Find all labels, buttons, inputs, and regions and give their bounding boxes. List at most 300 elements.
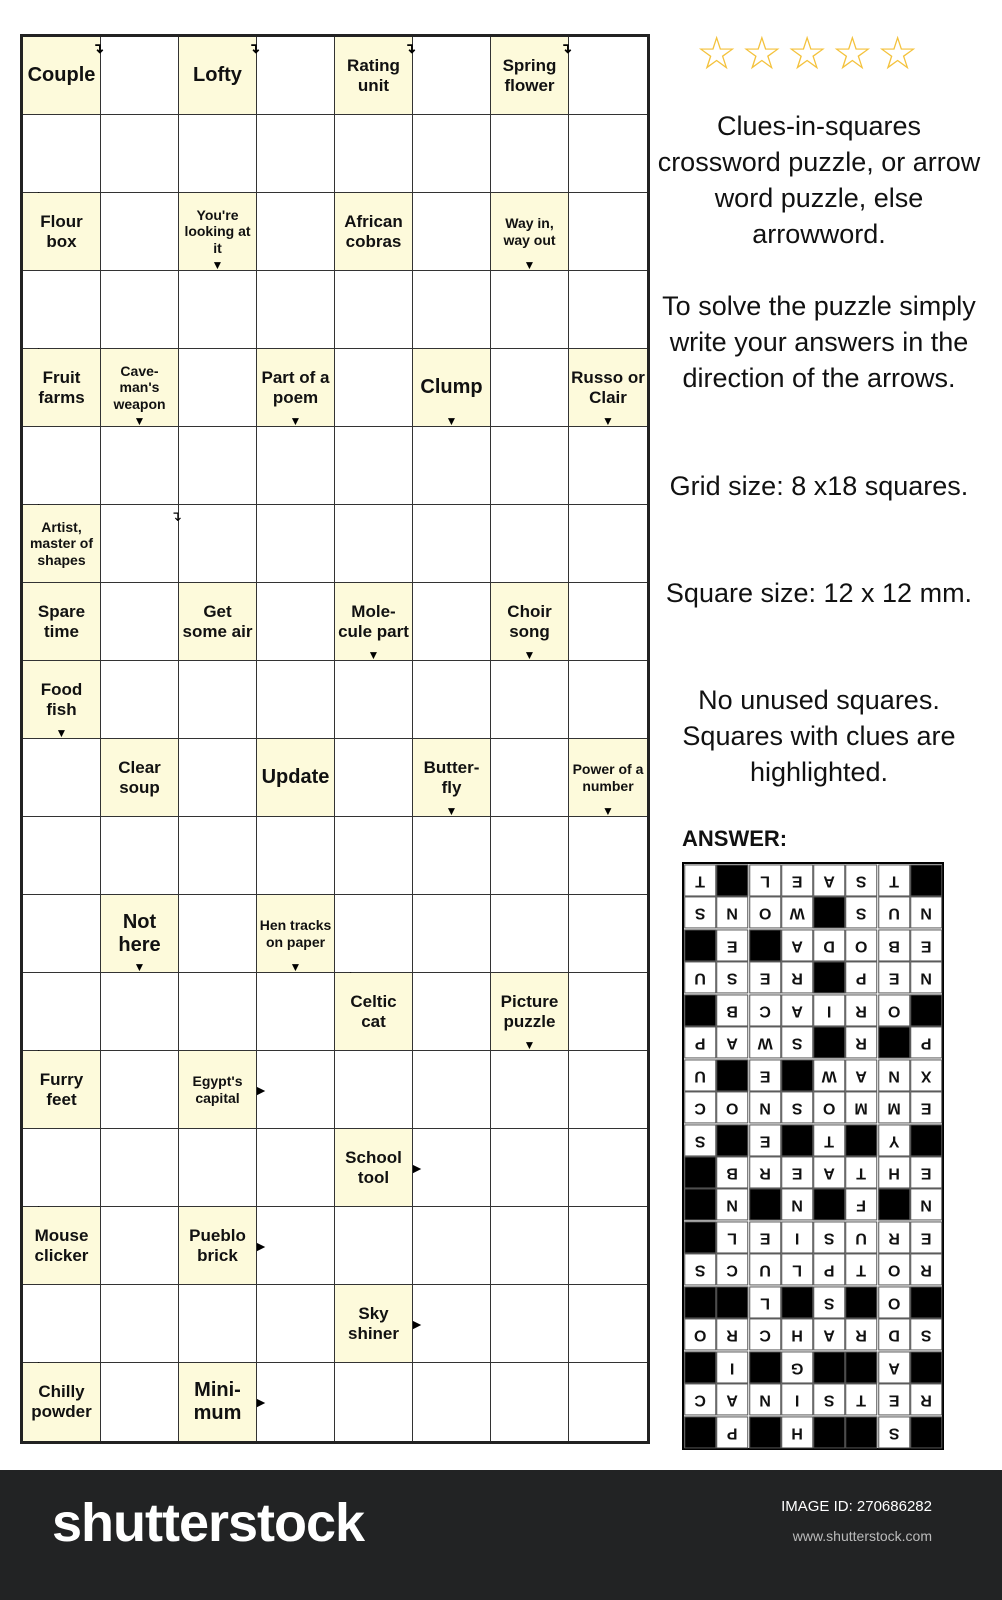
clue-text: Artist, master of shapes (29, 519, 94, 568)
clue-square (491, 973, 569, 1051)
answer-letter: E (878, 1383, 910, 1415)
clue-square (23, 505, 101, 583)
answer-letter: H (878, 1156, 910, 1188)
answer-letter: T (684, 864, 716, 896)
answer-square[interactable] (335, 349, 413, 427)
clue-text: Celtic cat (350, 991, 397, 1031)
answer-letter: T (813, 1124, 845, 1156)
clue-square (179, 1051, 268, 1129)
star-icon: ☆ (786, 27, 828, 79)
answer-square[interactable] (413, 193, 491, 271)
clue-square (179, 193, 257, 271)
answer-square[interactable] (491, 1207, 569, 1285)
clue-text: Update (261, 766, 330, 788)
answer-letter: N (716, 896, 748, 928)
unused-squares-text: No unused squares. Squares with clues are highlighted. (682, 685, 956, 787)
grid-size-text: Grid size: 8 x18 squares. (669, 471, 969, 501)
answer-square[interactable] (413, 1207, 491, 1285)
answer-square[interactable] (101, 1051, 179, 1129)
clue-text: Chilly powder (31, 1382, 92, 1421)
answer-square[interactable] (413, 505, 491, 583)
answer-square[interactable] (179, 271, 257, 349)
answer-letter: C (716, 1253, 748, 1285)
answer-square[interactable] (23, 973, 101, 1051)
answer-square[interactable] (179, 427, 257, 505)
answer-square[interactable] (491, 1363, 569, 1441)
answer-square[interactable] (101, 115, 179, 193)
answer-letter: S (813, 1221, 845, 1253)
answer-square[interactable] (101, 661, 179, 739)
clue-text: Food fish (40, 679, 83, 719)
answer-square[interactable] (491, 817, 569, 895)
answer-square[interactable] (101, 817, 179, 895)
answer-square[interactable] (179, 349, 257, 427)
answer-square[interactable] (101, 973, 179, 1051)
answer-square[interactable] (257, 817, 335, 895)
answer-square[interactable] (179, 505, 257, 583)
image-id: IMAGE ID: 270686282 (781, 1498, 932, 1515)
answer-letter: N (910, 961, 942, 993)
answer-square[interactable] (569, 973, 647, 1051)
star-icon: ☆ (877, 27, 919, 79)
clue-text: Not here (118, 910, 161, 956)
clue-square (335, 1129, 424, 1207)
answer-square[interactable] (491, 1285, 569, 1363)
answer-square[interactable] (335, 739, 413, 817)
arrow-down-icon: ▼ (289, 960, 302, 974)
answer-square[interactable] (569, 1363, 647, 1441)
answer-square[interactable] (101, 1129, 179, 1207)
answer-black-cell (845, 1351, 877, 1383)
arrow-down-icon: ▼ (602, 804, 614, 818)
answer-square[interactable] (491, 271, 569, 349)
clue-square (179, 1207, 268, 1285)
clue-square (335, 1285, 424, 1363)
clue-square (413, 739, 491, 817)
clue-text: Rating unit (347, 55, 400, 95)
clue-text: Mouse clicker (34, 1225, 89, 1265)
answer-letter: S (684, 1253, 716, 1285)
answer-square[interactable] (179, 895, 257, 973)
answer-square[interactable] (569, 817, 647, 895)
answer-square[interactable] (23, 739, 101, 817)
clue-square (23, 661, 101, 739)
answer-letter: T (878, 864, 910, 896)
answer-square[interactable] (101, 193, 179, 271)
answer-square[interactable] (569, 115, 647, 193)
answer-black-cell (910, 1351, 942, 1383)
answer-letter: S (813, 1383, 845, 1415)
answer-letter: E (749, 961, 781, 993)
answer-letter: S (781, 1026, 813, 1058)
answer-letter: E (910, 1156, 942, 1188)
answer-square[interactable] (335, 1207, 413, 1285)
answer-letter: A (813, 864, 845, 896)
clue-text: Clump (420, 376, 483, 398)
answer-square[interactable] (257, 1207, 335, 1285)
clue-square (569, 349, 647, 427)
answer-letter: W (813, 1059, 845, 1091)
star-icon: ☆ (741, 27, 783, 79)
answer-square[interactable] (569, 427, 647, 505)
arrow-right-icon: ► (254, 1081, 268, 1098)
answer-square[interactable] (491, 1051, 569, 1129)
clue-square (23, 193, 101, 271)
answer-square[interactable] (257, 1129, 335, 1207)
answer-square[interactable] (491, 349, 569, 427)
answer-black-cell (781, 1059, 813, 1091)
clue-square (23, 37, 104, 115)
answer-square[interactable] (413, 661, 491, 739)
answer-letter: M (878, 1091, 910, 1123)
answer-black-cell (813, 1416, 845, 1448)
answer-letter: W (749, 1026, 781, 1058)
answer-black-cell (845, 1286, 877, 1318)
answer-square[interactable] (179, 973, 257, 1051)
clue-square (335, 973, 413, 1051)
answer-square[interactable] (335, 115, 413, 193)
answer-square[interactable] (491, 427, 569, 505)
answer-square[interactable] (569, 895, 647, 973)
clue-square (413, 349, 491, 427)
answer-square[interactable] (335, 505, 413, 583)
answer-letter: R (845, 994, 877, 1026)
clue-square (491, 37, 572, 115)
arrow-corner-icon: ↴ (560, 40, 572, 56)
answer-square[interactable] (569, 1285, 647, 1363)
answer-square[interactable] (257, 1363, 335, 1441)
answer-square[interactable] (101, 37, 179, 115)
answer-letter: N (910, 1188, 942, 1220)
answer-square[interactable] (179, 1285, 257, 1363)
answer-square[interactable] (569, 1051, 647, 1129)
arrow-corner-icon: ↴ (170, 508, 182, 524)
answer-black-cell (845, 1416, 877, 1448)
answer-letter: N (749, 1091, 781, 1123)
answer-black-cell (910, 1286, 942, 1318)
arrow-right-icon: ► (410, 1159, 424, 1176)
answer-letter: O (684, 1318, 716, 1350)
clue-square (569, 739, 647, 817)
answer-square[interactable] (101, 271, 179, 349)
answer-black-cell (684, 994, 716, 1026)
answer-square[interactable] (257, 271, 335, 349)
answer-letter: L (749, 864, 781, 896)
footer (0, 1470, 1002, 1600)
answer-letter: E (781, 864, 813, 896)
answer-letter: G (781, 1351, 813, 1383)
answer-square[interactable] (257, 661, 335, 739)
answer-square[interactable] (569, 37, 647, 115)
answer-square[interactable] (491, 1129, 569, 1207)
answer-square[interactable] (335, 427, 413, 505)
clue-square (335, 193, 413, 271)
answer-square[interactable] (335, 271, 413, 349)
answer-square[interactable] (179, 661, 257, 739)
answer-letter: L (716, 1221, 748, 1253)
answer-square[interactable] (257, 973, 335, 1051)
answer-square[interactable] (101, 1363, 179, 1441)
answer-square[interactable] (335, 661, 413, 739)
clue-text: Pueblo brick (189, 1225, 246, 1265)
answer-black-cell (684, 1188, 716, 1220)
answer-letter: T (845, 1253, 877, 1285)
answer-black-cell (813, 961, 845, 993)
answer-square[interactable] (101, 1207, 179, 1285)
answer-black-cell (684, 929, 716, 961)
clue-square (335, 37, 416, 115)
answer-square[interactable] (23, 271, 101, 349)
clue-square (179, 583, 257, 661)
answer-square[interactable] (23, 427, 101, 505)
answer-letter: A (813, 1318, 845, 1350)
answer-square[interactable] (179, 1129, 257, 1207)
arrow-down-icon: ▼ (55, 726, 68, 740)
clue-text: Cave-man's weapon (113, 363, 166, 412)
answer-black-cell (878, 1188, 910, 1220)
arrow-down-icon: ▼ (523, 648, 536, 662)
clue-text: Picture puzzle (500, 991, 559, 1031)
answer-black-cell (910, 1416, 942, 1448)
answer-letter: N (749, 1383, 781, 1415)
clue-square (257, 895, 335, 973)
answer-square[interactable] (335, 895, 413, 973)
clue-square (23, 1051, 101, 1129)
answer-letter: B (878, 929, 910, 961)
answer-letter: A (781, 994, 813, 1026)
clue-text: Fruit farms (38, 367, 85, 407)
answer-square[interactable] (257, 37, 335, 115)
answer-letter: E (878, 961, 910, 993)
answer-letter: I (781, 1383, 813, 1415)
answer-square[interactable] (413, 583, 491, 661)
answer-square[interactable] (101, 427, 179, 505)
answer-square[interactable] (257, 505, 335, 583)
answer-square[interactable] (335, 1363, 413, 1441)
answer-letter: U (845, 1221, 877, 1253)
answer-letter: E (910, 929, 942, 961)
answer-letter: P (910, 1026, 942, 1058)
arrow-right-icon: ► (254, 1394, 268, 1410)
clue-text: Butter-fly (423, 757, 480, 797)
answer-letter: D (878, 1318, 910, 1350)
answer-letter: O (845, 929, 877, 961)
answer-black-cell (813, 896, 845, 928)
answer-square[interactable] (23, 1129, 101, 1207)
clue-text: Lofty (193, 64, 242, 86)
clue-text: Spare time (37, 601, 86, 641)
answer-letter: R (878, 1221, 910, 1253)
answer-square[interactable] (257, 1285, 335, 1363)
clue-square (23, 1363, 101, 1441)
answer-square[interactable] (23, 895, 101, 973)
clue-square (23, 349, 101, 427)
answer-letter: E (716, 929, 748, 961)
answer-square[interactable] (491, 895, 569, 973)
answer-square[interactable] (569, 1207, 647, 1285)
answer-letter: N (781, 1188, 813, 1220)
clue-text: Power of a number (572, 761, 644, 794)
arrow-corner-icon: ↴ (404, 40, 416, 56)
answer-letter: S (845, 896, 877, 928)
answer-black-cell (813, 1188, 845, 1220)
answer-letter: R (910, 1253, 942, 1285)
answer-square[interactable] (413, 271, 491, 349)
answer-letter: A (781, 929, 813, 961)
answer-square[interactable] (491, 115, 569, 193)
clue-square (491, 193, 569, 271)
answer-letter: C (684, 1383, 716, 1415)
clue-text: School tool (345, 1147, 402, 1187)
answer-grid (682, 862, 944, 1450)
answer-black-cell (749, 1351, 781, 1383)
answer-square[interactable] (179, 115, 257, 193)
answer-black-cell (684, 1286, 716, 1318)
answer-square[interactable] (413, 1285, 491, 1363)
shutterstock-logo: shutterstock (52, 1493, 365, 1553)
answer-square[interactable] (257, 193, 335, 271)
answer-letter: I (716, 1351, 748, 1383)
answer-black-cell (716, 1059, 748, 1091)
answer-black-cell (878, 1026, 910, 1058)
answer-black-cell (684, 1156, 716, 1188)
clue-text: Sky shiner (347, 1303, 400, 1343)
answer-square[interactable] (335, 1051, 413, 1129)
answer-letter: C (749, 1318, 781, 1350)
answer-letter: E (749, 1221, 781, 1253)
answer-letter: I (781, 1221, 813, 1253)
answer-square[interactable] (413, 115, 491, 193)
answer-square[interactable] (413, 973, 491, 1051)
answer-black-cell (813, 1351, 845, 1383)
answer-square[interactable] (569, 583, 647, 661)
answer-square[interactable] (413, 817, 491, 895)
answer-square[interactable] (257, 583, 335, 661)
clue-square (101, 349, 179, 427)
answer-letter: S (845, 864, 877, 896)
answer-square[interactable] (413, 1363, 491, 1441)
answer-square[interactable] (569, 505, 647, 583)
answer-black-cell (716, 1286, 748, 1318)
answer-letter: L (781, 1253, 813, 1285)
clue-square (257, 349, 335, 427)
arrow-down-icon: ▼ (602, 414, 614, 428)
answer-square[interactable] (569, 661, 647, 739)
crossword-grid (20, 34, 650, 1444)
answer-letter: A (716, 1026, 748, 1058)
answer-square[interactable] (413, 37, 491, 115)
answer-letter: S (716, 961, 748, 993)
clue-square (335, 583, 413, 661)
answer-letter: A (813, 1156, 845, 1188)
answer-square[interactable] (101, 505, 182, 583)
answer-square[interactable] (23, 115, 101, 193)
answer-letter: O (749, 896, 781, 928)
answer-square[interactable] (569, 193, 647, 271)
answer-letter: X (910, 1059, 942, 1091)
arrow-corner-icon: ↴ (92, 40, 104, 56)
answer-letter: M (845, 1091, 877, 1123)
answer-letter: T (845, 1383, 877, 1415)
clue-square (491, 583, 569, 661)
answer-black-cell (910, 1124, 942, 1156)
answer-letter: S (910, 1318, 942, 1350)
answer-letter: A (878, 1351, 910, 1383)
clue-text: Flour box (40, 211, 83, 251)
answer-square[interactable] (179, 739, 257, 817)
answer-letter: P (845, 961, 877, 993)
answer-letter: U (749, 1253, 781, 1285)
clue-text: Egypt's capital (192, 1073, 243, 1106)
answer-square[interactable] (569, 1129, 647, 1207)
answer-letter: H (781, 1318, 813, 1350)
answer-square[interactable] (413, 1129, 491, 1207)
answer-square[interactable] (413, 895, 491, 973)
answer-square[interactable] (413, 1051, 491, 1129)
answer-letter: E (749, 1124, 781, 1156)
answer-square[interactable] (101, 583, 179, 661)
answer-letter: Y (878, 1124, 910, 1156)
description-text: Clues-in-squares crossword puzzle, or arrow word puzzle, else arrowword. (657, 111, 981, 249)
answer-letter: S (781, 1091, 813, 1123)
arrow-right-icon: ► (410, 1315, 424, 1332)
answer-letter: P (813, 1253, 845, 1285)
answer-letter: B (716, 994, 748, 1026)
answer-title: ANSWER: (682, 826, 788, 851)
answer-letter: A (716, 1383, 748, 1415)
answer-square[interactable] (257, 115, 335, 193)
answer-square[interactable] (23, 817, 101, 895)
answer-letter: T (845, 1156, 877, 1188)
answer-letter: I (813, 994, 845, 1026)
answer-square[interactable] (23, 1285, 101, 1363)
arrow-down-icon: ▼ (289, 414, 302, 428)
arrow-down-icon: ▼ (523, 1038, 536, 1052)
answer-letter: R (845, 1026, 877, 1058)
answer-square[interactable] (257, 1051, 335, 1129)
answer-square[interactable] (491, 661, 569, 739)
answer-square[interactable] (257, 427, 335, 505)
clue-square (179, 1363, 268, 1441)
answer-letter: U (684, 1059, 716, 1091)
clue-text: You're looking at it (184, 207, 251, 256)
answer-letter: O (878, 1253, 910, 1285)
answer-letter: O (716, 1091, 748, 1123)
answer-letter: E (910, 1221, 942, 1253)
clue-text: African cobras (344, 211, 403, 251)
answer-black-cell (749, 1188, 781, 1220)
site-url: www.shutterstock.com (792, 1528, 932, 1544)
answer-letter: A (845, 1059, 877, 1091)
answer-letter: W (781, 896, 813, 928)
arrow-down-icon: ▼ (211, 258, 224, 272)
clue-text: Furry feet (39, 1069, 84, 1109)
answer-black-cell (684, 1351, 716, 1383)
arrow-down-icon: ▼ (133, 960, 146, 974)
answer-square[interactable] (491, 739, 569, 817)
answer-square[interactable] (569, 271, 647, 349)
answer-square[interactable] (179, 817, 257, 895)
answer-square[interactable] (335, 817, 413, 895)
answer-letter: E (781, 1156, 813, 1188)
answer-letter: O (813, 1091, 845, 1123)
answer-black-cell (716, 864, 748, 896)
answer-square[interactable] (413, 427, 491, 505)
rating-stars (696, 27, 919, 79)
answer-square[interactable] (491, 505, 569, 583)
answer-square[interactable] (101, 1285, 179, 1363)
answer-letter: C (684, 1091, 716, 1123)
